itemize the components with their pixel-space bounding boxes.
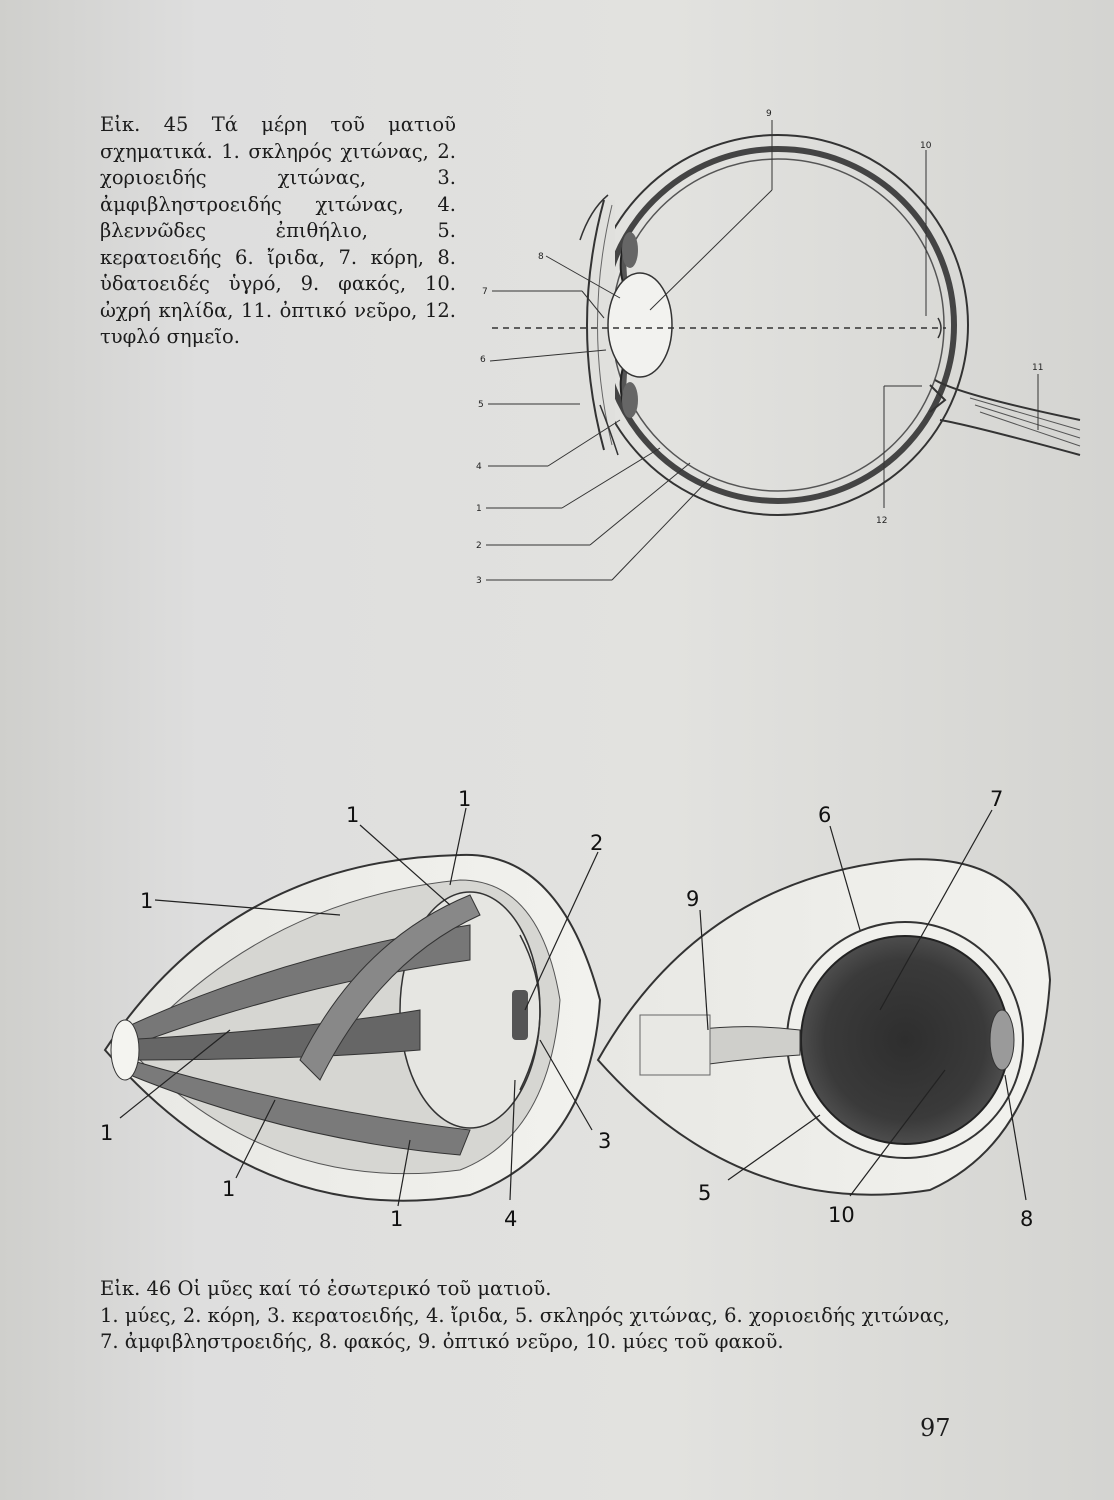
figure-46-caption-title: Εἰκ. 46 Οἱ μῦες καί τό ἐσωτερικό τοῦ ματιοῦ. xyxy=(100,1277,552,1300)
fig46-left-label-1d: 1 xyxy=(100,1121,114,1145)
fig46-right-label-8: 8 xyxy=(1020,1207,1034,1231)
fig46-right-label-10: 10 xyxy=(828,1203,855,1227)
fig45-label-10: 10 xyxy=(920,141,932,151)
figure-46-caption-items: 1. μύες, 2. κόρη, 3. κερατοειδής, 4. ἴριδα, 5. σκληρός χιτώνας, 6. χοριοειδής χιτώνας, 7. ἀμφιβληστροειδής, 8. φακός, 9. ὀπτικό νεῦρο, 10. μύες τοῦ φακοῦ. xyxy=(100,1303,950,1353)
page-number: 97 xyxy=(920,1414,951,1442)
figure-46-interior-diagram xyxy=(598,787,1050,1231)
fig45-label-5: 5 xyxy=(478,400,484,410)
fig46-left-label-2: 2 xyxy=(590,831,604,855)
fig45-label-6: 6 xyxy=(480,355,486,365)
fig45-label-3: 3 xyxy=(476,576,482,586)
figure-45-caption-items: 1. σκληρός χιτώνας, 2. χοριοειδής χιτώνας, 3. ἀμφιβληστροειδής χιτώνας, 4. βλεννῶδες ἐπιθήλιο, 5. κερατοειδής 6. ἴριδα, 7. κόρη, 8. ὑδατοειδές ὑγρό, 9. φακός, 10. ὠχρή κηλίδα, 11. ὀπτικό νεῦρο, 12. τυφλό σημεῖο. xyxy=(100,139,456,348)
fig46-right-label-6: 6 xyxy=(818,803,832,827)
fig45-label-11: 11 xyxy=(1032,363,1044,373)
fig45-label-8: 8 xyxy=(538,252,544,262)
fig46-left-label-1e: 1 xyxy=(222,1177,236,1201)
fig45-label-2: 2 xyxy=(476,541,482,551)
fig46-right-label-5: 5 xyxy=(698,1181,712,1205)
figure-45-caption-title: Εἰκ. 45 Τά μέρη τοῦ ματιοῦ σχηματικά. xyxy=(100,113,456,163)
figure-46-caption xyxy=(100,1276,950,1356)
figure-45-eye-diagram xyxy=(476,109,1080,586)
fig46-left-label-1a: 1 xyxy=(346,803,360,827)
fig45-label-7: 7 xyxy=(482,287,488,297)
fig45-label-4: 4 xyxy=(476,462,482,472)
fig45-label-12: 12 xyxy=(876,516,888,526)
fig45-label-1: 1 xyxy=(476,504,482,514)
figure-46-muscles-diagram xyxy=(100,787,611,1231)
fig46-right-label-7: 7 xyxy=(990,787,1004,811)
fig46-left-label-1c: 1 xyxy=(140,889,154,913)
fig46-left-label-4: 4 xyxy=(504,1207,518,1231)
fig46-left-label-3: 3 xyxy=(598,1129,612,1153)
fig46-right-label-9: 9 xyxy=(686,887,700,911)
fig46-left-label-1b: 1 xyxy=(458,787,472,811)
fig45-label-9: 9 xyxy=(766,109,772,119)
fig46-left-label-1f: 1 xyxy=(390,1207,404,1231)
